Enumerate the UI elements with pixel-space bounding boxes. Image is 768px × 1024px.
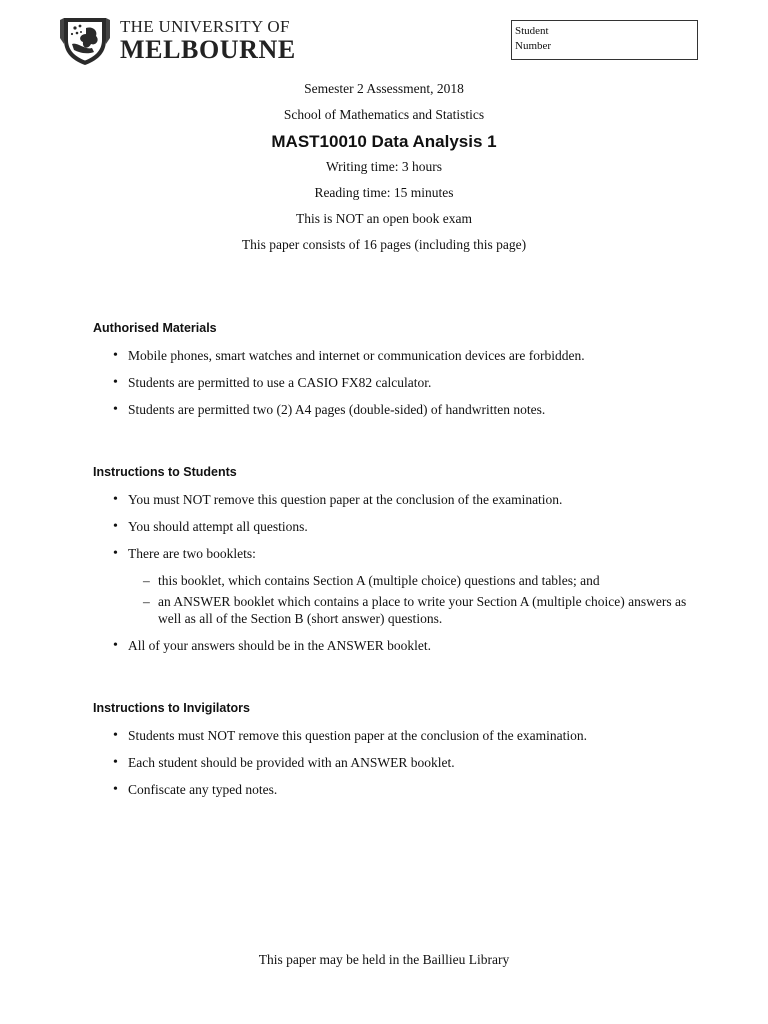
list-item-text: There are two booklets: (128, 546, 256, 561)
assessment-line: Semester 2 Assessment, 2018 (304, 81, 464, 96)
list-item (93, 545, 693, 627)
instructions-invigilators-section (93, 701, 693, 808)
list-item: • Confiscate any typed notes. (93, 781, 693, 798)
student-number-box[interactable] (511, 20, 698, 60)
section-title: Instructions to Students (93, 465, 237, 479)
list-item: • Students are permitted to use a CASIO FX82 calculator. (93, 374, 693, 391)
reading-time: Reading time: 15 minutes (314, 185, 454, 200)
sub-list-item: – this booklet, which contains Section A (multiple choice) questions and tables; and (128, 572, 693, 589)
list-item: • You must NOT remove this question paper at the conclusion of the examination. (93, 491, 693, 508)
school-line: School of Mathematics and Statistics (283, 107, 485, 122)
instructions-students-section (93, 465, 693, 664)
list-item: • Each student should be provided with an ANSWER booklet. (93, 754, 693, 771)
list-item: • Students are permitted two (2) A4 pages (double-sided) of handwritten notes. (93, 401, 693, 418)
university-crest-icon (58, 14, 112, 66)
library-note: This paper may be held in the Baillieu Library (258, 952, 510, 967)
course-title: MAST10010 Data Analysis 1 (271, 132, 497, 151)
list-item: • Students must NOT remove this question paper at the conclusion of the examination. (93, 727, 693, 744)
exam-header (0, 80, 768, 262)
logo-line-1: THE UNIVERSITY OF (120, 17, 290, 36)
section-title: Instructions to Invigilators (93, 701, 250, 715)
authorised-materials-section (93, 321, 693, 428)
list-item: • All of your answers should be in the ANSWER booklet. (93, 637, 693, 654)
open-book-note: This is NOT an open book exam (296, 211, 472, 226)
writing-time: Writing time: 3 hours (325, 159, 443, 174)
number-label: Number (515, 40, 552, 52)
university-logo (58, 14, 296, 66)
sub-list-item: – an ANSWER booklet which contains a place to write your Section A (multiple choice) answers as well as all of the Section B (short answer) questions. (128, 593, 693, 627)
logo-line-2: MELBOURNE (120, 35, 296, 64)
list-item: • Mobile phones, smart watches and internet or communication devices are forbidden. (93, 347, 693, 364)
list-item: • You should attempt all questions. (93, 518, 693, 535)
booklet-sublist (128, 572, 693, 627)
page-count-note: This paper consists of 16 pages (including this page) (241, 237, 527, 252)
student-label: Student (515, 25, 549, 37)
section-title: Authorised Materials (93, 321, 217, 335)
